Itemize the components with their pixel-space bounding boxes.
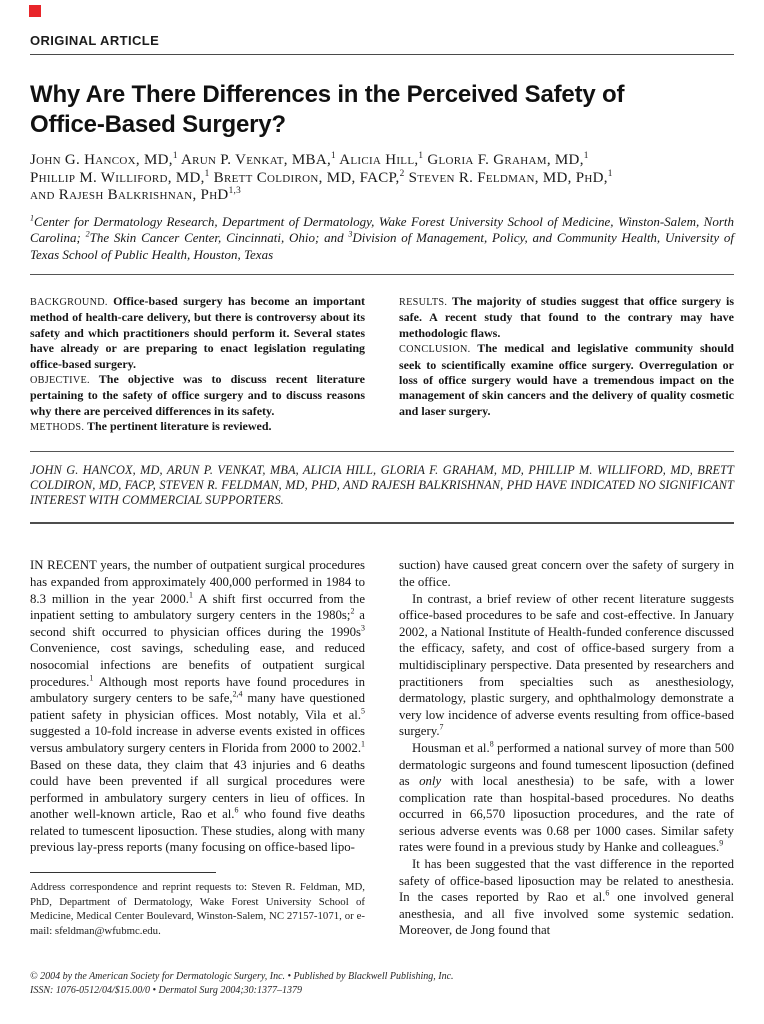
page-footer — [30, 970, 734, 997]
abstract-column-left — [30, 294, 365, 436]
correspondence-footnote — [30, 872, 365, 938]
disclosure-rule — [30, 451, 734, 452]
body-paragraph: Housman et al.$^8$ performed a national survey of more than 500 dermatologic surgeons and found tumescent liposuction (defined as only with local anesthesia) to be safe, with a lower complication rate than hospital-based procedures. No deaths occurred in 66,570 liposuction procedures, and the rate of serious adverse events was 0.68 per 1000 cases. Similar safety rates were found in a previous study by Hanke and colleagues.$^9$ — [399, 739, 734, 855]
section-divider-thick — [30, 522, 734, 525]
abstract-text-methods: The pertinent literature is reviewed. — [87, 419, 272, 434]
abstract-objective — [30, 372, 365, 419]
red-marker-square — [29, 5, 41, 17]
abstract-label-background: BACKGROUND. — [30, 297, 108, 308]
article-title-line1: Why Are There Differences in the Perceived Safety of — [30, 81, 625, 108]
abstract-label-conclusion: CONCLUSION. — [399, 344, 471, 356]
author-line: Phillip M. Williford, MD,$^1$ Brett Coldiron, MD, FACP,$^2$ Steven R. Feldman, MD, PhD,$^1$ — [30, 168, 613, 186]
abstract-column-right — [399, 294, 734, 436]
author-line: John G. Hancox, MD,$^1$ Arun P. Venkat, MBA,$^1$ Alicia Hill,$^1$ Gloria F. Graham, MD,$^1$ — [30, 151, 589, 168]
body-column-right — [399, 557, 734, 939]
affiliations-rule — [30, 274, 734, 275]
correspondence-text: Address correspondence and reprint requests to: Steven R. Feldman, MD, PhD, Department of Dermatology, Wake Forest University School of Medicine, Medical Center Boulevard, Winston-Salem, NC 27157-1071, or e-mail: sfeldman@wfubmc.edu. — [30, 881, 365, 937]
body-paragraph: suction) have caused great concern over the safety of surgery in the office. — [399, 558, 734, 589]
abstract-label-results: RESULTS. — [399, 297, 448, 308]
body-column-left — [30, 557, 365, 939]
abstract-conclusion — [399, 341, 734, 419]
abstract-text-background: Office-based surgery has become an important method of health-care delivery, but there is controversy about its safety and which practitioners should perform it. Several states have already or are preparing to enact legislation regulating office-based surgery. — [30, 294, 365, 371]
affiliations: $^1$Center for Dermatology Research, Department of Dermatology, Wake Forest University School of Medicine, Winston-Salem, North Carolina; $^2$The Skin Cancer Center, Cincinnati, Ohio; and $^3$Division of Management, Policy, and Community Health, University of Texas School of Public Health, Houston, Texas — [30, 213, 735, 262]
kicker-rule — [30, 54, 734, 55]
abstract-label-methods: METHODS. — [30, 422, 85, 434]
article-title — [30, 80, 734, 140]
footnote-rule — [30, 872, 216, 873]
abstract-results — [399, 294, 734, 341]
author-list — [30, 152, 734, 205]
article-kicker: ORIGINAL ARTICLE — [30, 33, 160, 48]
body-paragraph: It has been suggested that the vast difference in the reported safety of office-based liposuction may be related to anesthesia. In the cases reported by Rao et al.$^6$ one involved general anesthesia, and all five involved some systemic sedation. Moreover, de Jong found that — [399, 857, 735, 938]
abstract-section — [30, 294, 734, 436]
abstract-text-results: The majority of studies suggest that office surgery is safe. A recent study that found to the contrary may have methodologic flaws. — [399, 294, 734, 340]
abstract-background — [30, 294, 365, 372]
author-line: and Rajesh Balkrishnan, PhD$^{1,3}$ — [30, 186, 242, 203]
article-title-line2: Office-Based Surgery? — [30, 111, 286, 138]
abstract-label-objective: OBJECTIVE. — [30, 375, 90, 387]
abstract-text-objective: The objective was to discuss recent literature pertaining to the safety of office surgery and to discuss reasons why there are perceived differences in its safety. — [30, 372, 365, 418]
body-paragraph: In contrast, a brief review of other recent literature suggests office-based procedures to be safe and cost-effective. In January 2002, a National Institute of Health-funded conference discussed the efficacy, safety, and cost of office-based surgery from a multidisciplinary perspective. Data presented by researchers and practitioners from specialties such as anesthesiology, dermatology, plastic surgery, and ophthalmology demonstrate a very low incidence of adverse events resulting from office-based surgery.$^7$ — [399, 591, 734, 739]
article-body — [30, 557, 734, 939]
disclosure-statement: JOHN G. HANCOX, MD, ARUN P. VENKAT, MBA, ALICIA HILL, GLORIA F. GRAHAM, MD, PHILLIP M. WILLIFORD, MD, BRETT COLDIRON, MD, FACP, STEVEN R. FELDMAN, MD, PHD, AND RAJESH BALKRISHNAN, PHD HAVE INDICATED NO SIGNIFICANT INTEREST WITH COMMERCIAL SUPPORTERS. — [30, 462, 734, 508]
body-paragraph: IN RECENT years, the number of outpatient surgical procedures has expanded from approximately 400,000 performed in 1984 to 8.3 million in the year 2000.$^1$ A shift first occurred from the inpatient setting to ambulatory surgery centers in the 1980s;$^2$ a second shift occurred to physician offices during the $1990s^3$ Convenience, cost savings, scheduling ease, and reduced nosocomial infections are benefits of outpatient surgical procedures.$^1$ Although most reports have found procedures in ambulatory surgery centers to be safe,$^{2,4}$ many have questioned patient safety in physician offices. Most notably, Vila et al.$^5$ suggested a 10-fold increase in adverse events existed in offices versus ambulatory surgery centers in Florida from 2000 to 2002.$^1$ Based on these data, they claim that 43 injuries and 6 deaths could have been prevented if all surgical procedures were performed in ambulatory surgery centers in lieu of offices. In another well-known article, Rao et al.$^6$ who found five deaths related to tumescent liposuction. These studies, along with many previous lay-press reports (many focusing on office-based lipo- — [30, 558, 366, 855]
copyright-line: © 2004 by the American Society for Dermatologic Surgery, Inc. • Published by Blackwell Publishing, Inc. — [30, 971, 454, 982]
abstract-text-conclusion: The medical and legislative community should seek to scientifically examine office surgery. Overregulation or loss of office surgery would have a tremendous impact on the management of skin cancers and the delivery of quality cosmetic and laser surgery. — [399, 341, 734, 418]
issn-line: ISSN: 1076-0512/04/$15.00/0 • Dermatol Surg 2004;30:1377–1379 — [30, 984, 303, 996]
abstract-methods — [30, 419, 365, 435]
